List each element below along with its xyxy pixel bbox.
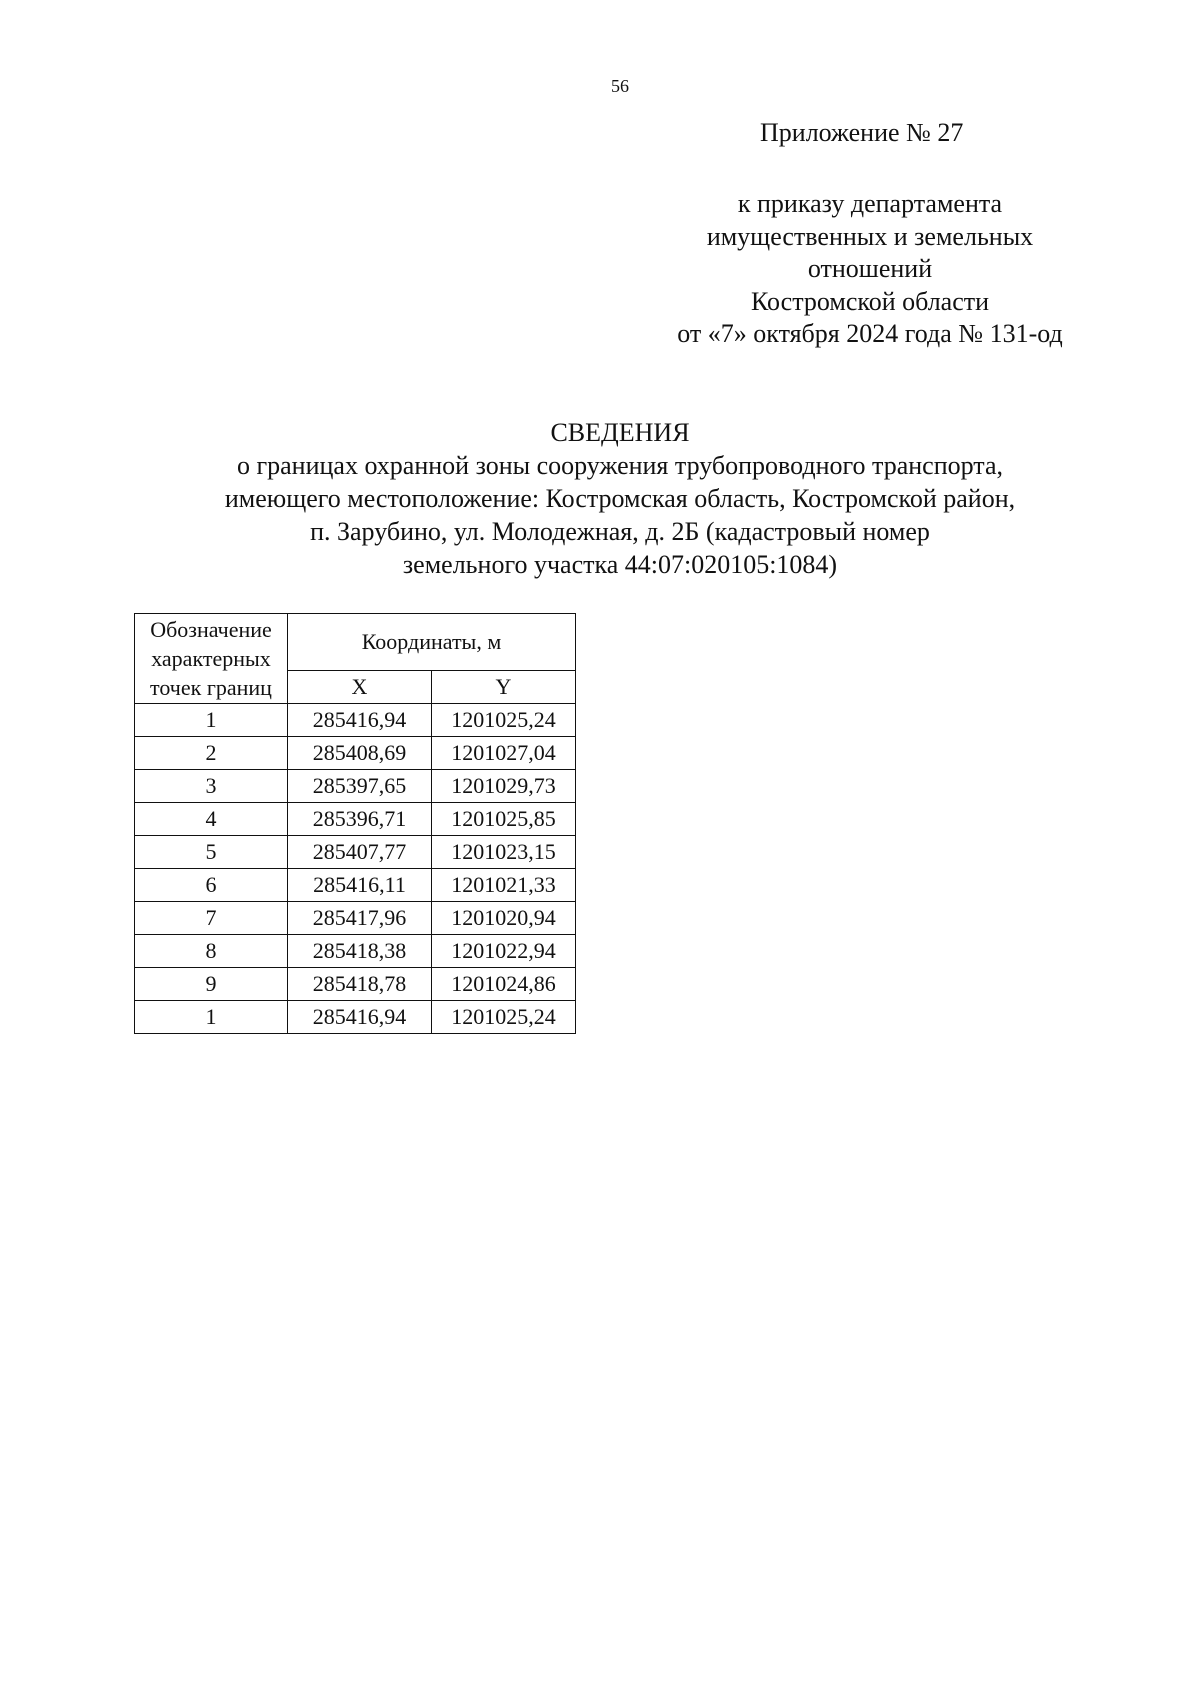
cell-x: 285407,77 (288, 836, 432, 869)
heading-line: земельного участка 44:07:020105:1084) (402, 550, 838, 579)
table-row (135, 869, 576, 902)
heading-line: о границах охранной зоны сооружения трубопроводного транспорта, (236, 451, 1004, 480)
table-row (135, 935, 576, 968)
order-line: Костромской области (750, 286, 990, 316)
cell-x: 285397,65 (288, 770, 432, 803)
order-line: к приказу департамента (737, 189, 1003, 218)
cell-point: 1 (135, 704, 288, 737)
column-header-point: Обозначение характерных точек границ (135, 614, 288, 704)
column-header-y: Y (432, 671, 576, 704)
appendix-title: Приложение № 27 (760, 118, 964, 147)
heading-title: СВЕДЕНИЯ (550, 418, 690, 447)
cell-y: 1201020,94 (432, 902, 576, 935)
order-reference (640, 188, 1100, 351)
cell-y: 1201024,86 (432, 968, 576, 1001)
table-row (135, 902, 576, 935)
cell-point: 1 (135, 1001, 288, 1034)
table-row (135, 836, 576, 869)
order-date-number: от «7» октября 2024 года № 131-од (677, 319, 1063, 348)
cell-point: 2 (135, 737, 288, 770)
cell-x: 285416,11 (288, 869, 432, 902)
cell-y: 1201029,73 (432, 770, 576, 803)
heading-line: имеющего местоположение: Костромская область, Костромской район, (224, 484, 1016, 513)
cell-x: 285418,78 (288, 968, 432, 1001)
coordinates-table (134, 613, 576, 1034)
table-row (135, 1001, 576, 1034)
cell-point: 8 (135, 935, 288, 968)
cell-point: 4 (135, 803, 288, 836)
table-row (135, 704, 576, 737)
cell-point: 9 (135, 968, 288, 1001)
cell-x: 285416,94 (288, 704, 432, 737)
column-header-coordinates: Координаты, м (288, 614, 576, 671)
cell-y: 1201023,15 (432, 836, 576, 869)
table-row (135, 803, 576, 836)
table-row (135, 770, 576, 803)
table-row (135, 968, 576, 1001)
cell-y: 1201021,33 (432, 869, 576, 902)
order-line: имущественных и земельных (706, 221, 1034, 251)
cell-point: 3 (135, 770, 288, 803)
cell-y: 1201027,04 (432, 737, 576, 770)
cell-point: 5 (135, 836, 288, 869)
heading-line: п. Зарубино, ул. Молодежная, д. 2Б (кадастровый номер (310, 517, 930, 546)
cell-point: 7 (135, 902, 288, 935)
cell-y: 1201025,85 (432, 803, 576, 836)
table-row (135, 737, 576, 770)
cell-x: 285417,96 (288, 902, 432, 935)
cell-y: 1201025,24 (432, 1001, 576, 1034)
cell-y: 1201025,24 (432, 704, 576, 737)
cell-point: 6 (135, 869, 288, 902)
cell-x: 285408,69 (288, 737, 432, 770)
cell-x: 285416,94 (288, 1001, 432, 1034)
order-line: отношений (807, 254, 933, 283)
page-number: 56 (611, 76, 629, 96)
cell-x: 285396,71 (288, 803, 432, 836)
cell-y: 1201022,94 (432, 935, 576, 968)
column-header-x: X (288, 671, 432, 704)
cell-x: 285418,38 (288, 935, 432, 968)
document-heading (150, 416, 1090, 581)
